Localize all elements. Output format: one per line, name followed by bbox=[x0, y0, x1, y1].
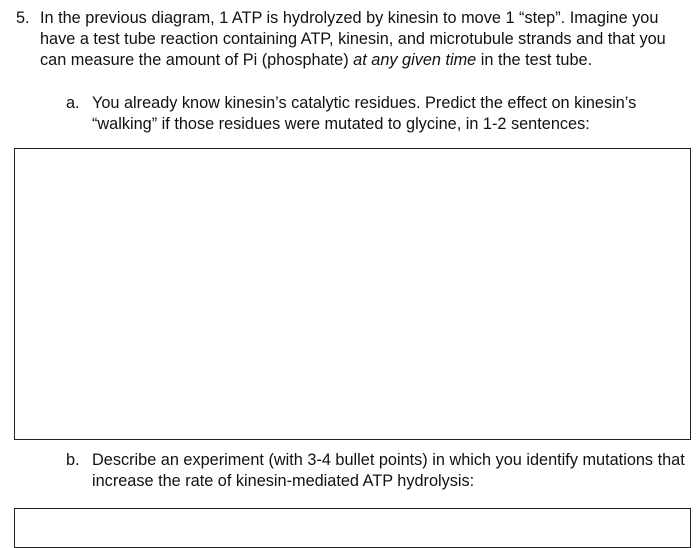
part-a bbox=[66, 93, 686, 135]
question-text-end: in the test tube. bbox=[476, 51, 593, 69]
question-text-emphasis: at any given time bbox=[353, 51, 477, 69]
question-text-start: In the previous diagram, 1 ATP is hydrolyzed by kinesin to move 1 “step”. Imagine you have a test tube reaction containing ATP, kinesin, and microtubule strands and that you can measure the amount of Pi (phosphate) bbox=[40, 9, 666, 69]
part-b-prompt: Describe an experiment (with 3-4 bullet points) in which you identify mutations that increase the rate of kinesin-mediated ATP hydrolysis: bbox=[92, 451, 685, 490]
part-a-letter: a. bbox=[66, 94, 80, 112]
part-b-letter: b. bbox=[66, 451, 80, 469]
question-5 bbox=[16, 8, 684, 71]
question-number: 5. bbox=[16, 9, 30, 27]
part-a-answer-box[interactable] bbox=[14, 148, 691, 440]
part-b-answer-box[interactable] bbox=[14, 508, 691, 548]
question-text bbox=[40, 8, 684, 71]
part-a-prompt: You already know kinesin’s catalytic residues. Predict the effect on kinesin’s “walking” if those residues were mutated to glycine, in 1-2 sentences: bbox=[92, 94, 637, 133]
part-b bbox=[66, 450, 686, 492]
